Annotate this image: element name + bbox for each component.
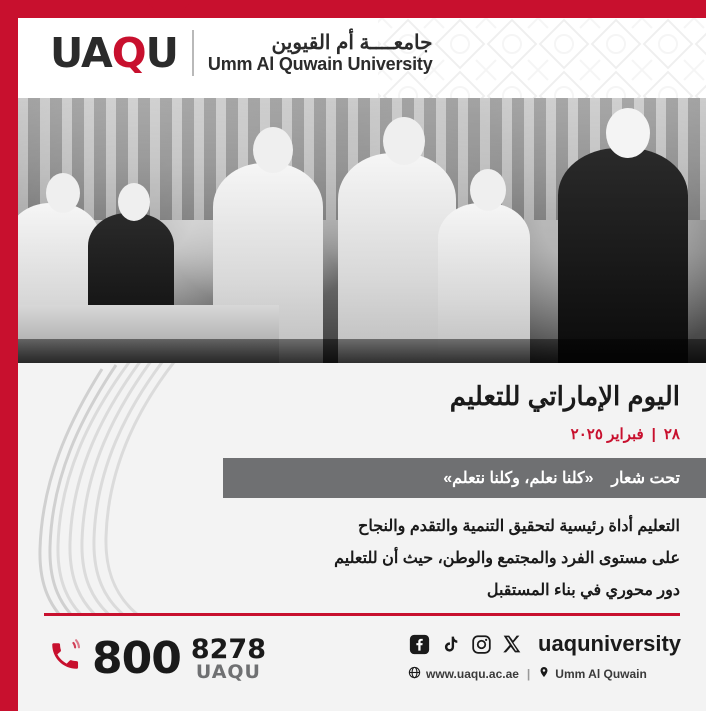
facebook-icon[interactable] — [408, 633, 430, 655]
logo-block — [50, 30, 433, 76]
phone-ring-icon — [48, 639, 82, 678]
x-twitter-icon[interactable] — [501, 633, 523, 655]
phone-code — [190, 633, 267, 683]
slogan-text — [443, 468, 680, 488]
header — [18, 18, 706, 98]
logo-divider — [192, 30, 194, 76]
paragraph-line: دور محوري في بناء المستقبل — [486, 582, 680, 599]
event-title: اليوم الإماراتي للتعليم — [449, 381, 680, 411]
tiktok-icon[interactable] — [439, 633, 461, 655]
social-row — [408, 631, 681, 657]
date-month-year: فبراير ٢٠٢٥ — [570, 426, 644, 443]
content-area — [18, 363, 706, 711]
footer — [18, 625, 706, 711]
website-item[interactable] — [408, 666, 519, 682]
university-name-english: Umm Al Quwain University — [207, 54, 433, 75]
photo-figure — [558, 148, 688, 363]
left-red-bar — [0, 0, 18, 711]
photo-figure-head — [470, 169, 506, 211]
uaqu-logo-mark — [50, 28, 178, 77]
slogan-prefix: تحت شعار — [611, 470, 680, 487]
footer-divider — [44, 613, 680, 616]
top-red-bar — [0, 0, 706, 18]
ceremony-photo — [18, 98, 706, 363]
meta-row — [408, 665, 681, 682]
logo-mark-q: Q — [111, 28, 146, 77]
photo-figure-head — [118, 183, 150, 221]
photo-figure-head — [606, 108, 650, 158]
location-pin-icon — [538, 665, 550, 682]
phone-code-word: UAQU — [195, 660, 261, 683]
photo-figure-head — [46, 173, 80, 213]
logo-mark-u: U — [145, 28, 178, 77]
event-date — [571, 425, 680, 443]
photo-foreground-shadow — [18, 339, 706, 363]
instagram-icon[interactable] — [470, 633, 492, 655]
date-separator: | — [651, 425, 656, 443]
logo-text — [208, 32, 433, 75]
social-group — [408, 631, 681, 682]
location-item — [538, 665, 647, 682]
website-url: www.uaqu.ac.ae — [426, 666, 519, 681]
photo-figure-head — [383, 117, 425, 165]
location-name: Umm Al Quwain — [555, 666, 647, 681]
globe-icon — [408, 666, 421, 682]
slogan-quote: «كلنا نعلم، وكلنا نتعلم» — [443, 470, 594, 487]
paragraph-line: على مستوى الفرد والمجتمع والوطن، حيث أن للتعليم — [334, 550, 680, 567]
photo-figure-head — [253, 127, 293, 173]
social-handle: uaquniversity — [538, 631, 682, 656]
date-day: ٢٨ — [663, 426, 680, 443]
meta-separator: | — [526, 666, 531, 681]
university-name-arabic: جامعــــة أم القيوين — [271, 31, 433, 54]
event-paragraph — [160, 511, 680, 607]
slogan-band — [223, 458, 706, 498]
phone-group[interactable] — [48, 633, 266, 684]
paragraph-line: التعليم أداة رئيسية لتحقيق التنمية والتقدم والنجاح — [357, 518, 680, 535]
logo-mark-ua: UA — [50, 28, 112, 77]
phone-code-digits: 8278 — [190, 633, 267, 665]
phone-number: 800 — [92, 633, 181, 684]
